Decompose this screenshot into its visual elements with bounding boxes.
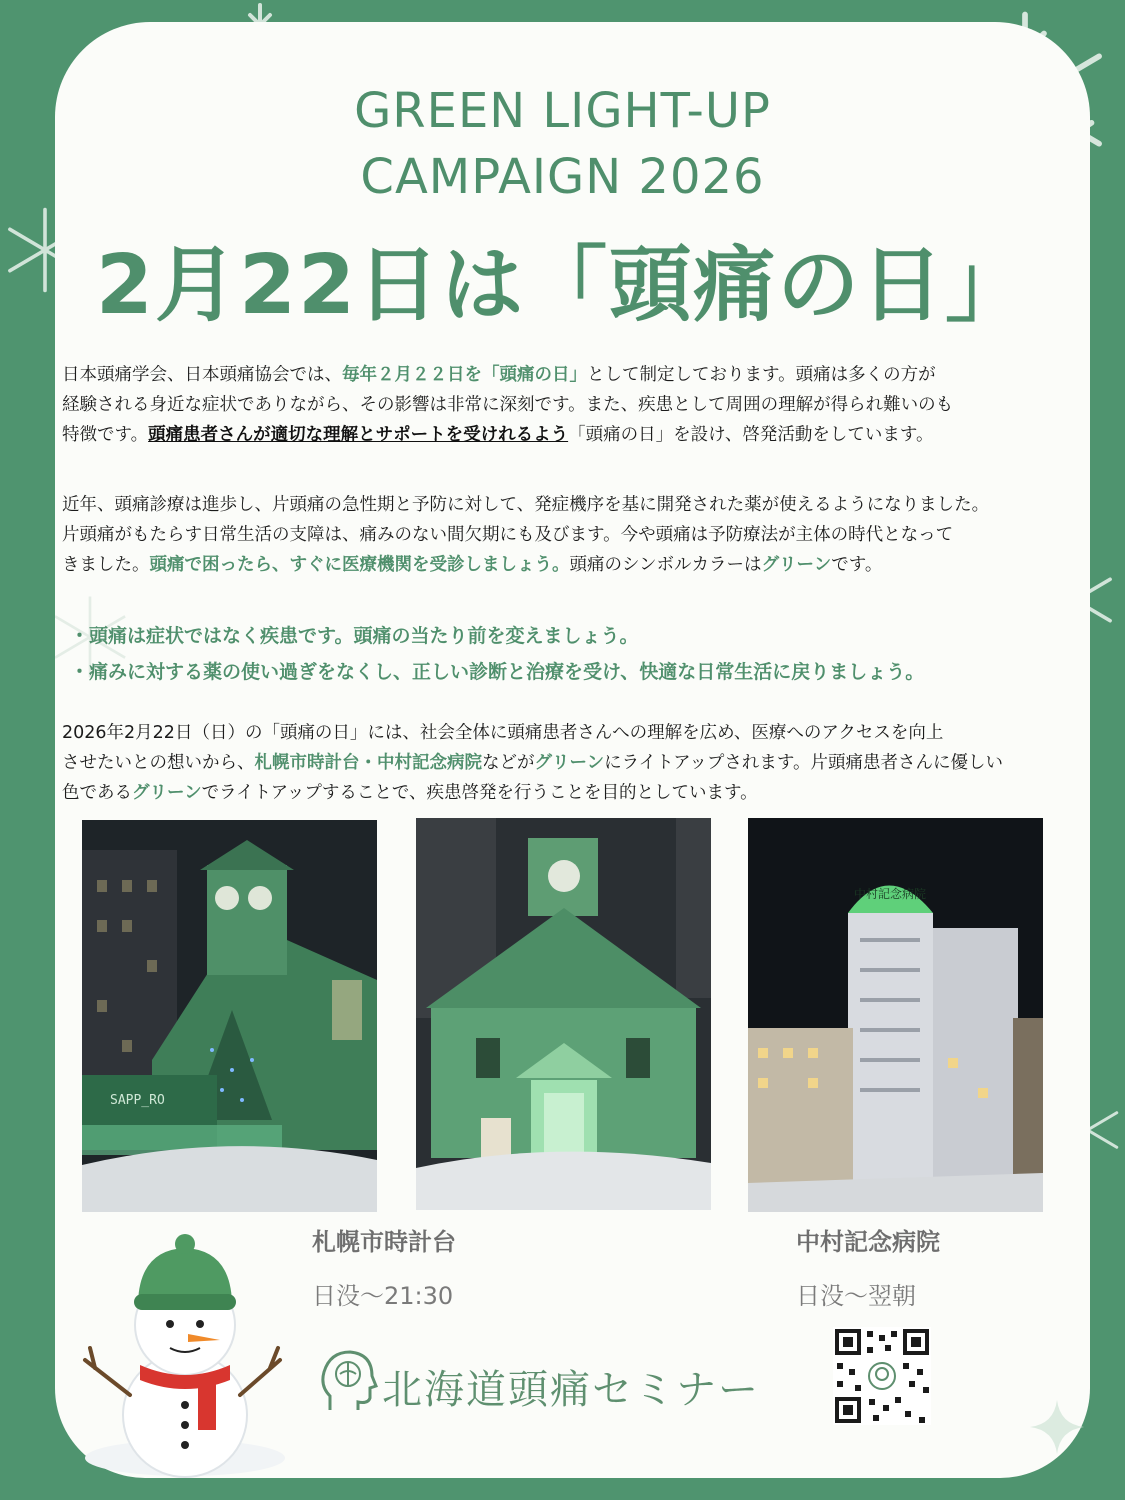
clock-tower-photo-1 [82, 820, 377, 1212]
intro-text: として制定しております。頭痛は多くの方が [587, 365, 936, 385]
intro-paragraph [62, 360, 1072, 450]
campaign-title-line2: CAMPAIGN 2026 [360, 149, 765, 205]
hospital-sign-text: 中村記念病院 [853, 887, 927, 901]
venue-name-clocktower: 札幌市時計台 [312, 1228, 456, 1256]
venue-time-hospital: 日没～翌朝 [796, 1282, 916, 1310]
venue-highlight: 札幌市時計台・中村記念病院 [254, 753, 482, 773]
sapporo-sign-text: SAPP_RO [110, 1093, 165, 1108]
event-text: にライトアップされます。片頭痛患者さんに優しい [604, 753, 1003, 773]
event-paragraph [62, 718, 1072, 808]
green-word: グリーン [534, 753, 605, 773]
intro-underline: 頭痛患者さんが適切な理解とサポートを受けれるよう [148, 425, 569, 445]
sparkle-icon [1030, 1400, 1084, 1454]
intro-text: 特徴です。 [62, 425, 149, 445]
event-text: などが [482, 753, 535, 773]
headline: 2月22日は「頭痛の日」 [95, 238, 1030, 333]
event-text: 色である [62, 783, 132, 803]
body-text: 片頭痛がもたらす日常生活の支障は、痛みのない間欠期にも及びます。今や頭痛は予防療法が主体の時代となって [62, 525, 954, 545]
body-text: です。 [831, 555, 883, 575]
body-text: きました。 [62, 555, 150, 575]
qr-code[interactable] [833, 1327, 931, 1425]
organization-name: 北海道頭痛セミナー [382, 1367, 760, 1413]
body-text: 近年、頭痛診療は進歩し、片頭痛の急性期と予防に対して、発症機序を基に開発された薬が使えるようになりました。 [62, 495, 990, 515]
body-paragraph [62, 490, 1072, 580]
event-text: させたいとの想いから、 [62, 753, 255, 773]
head-brain-icon [318, 1346, 378, 1414]
event-text: でライトアップすることで、疾患啓発を行うことを目的としています。 [201, 783, 758, 803]
green-word: グリーン [132, 783, 202, 803]
venue-name-hospital: 中村記念病院 [796, 1228, 940, 1256]
snowman-illustration [70, 1220, 290, 1480]
campaign-title-line1: GREEN LIGHT-UP [354, 83, 771, 139]
bullet-item: ・頭痛は症状ではなく疾患です。頭痛の当たり前を変えましょう。 [70, 625, 639, 647]
intro-highlight: 毎年２月２２日を「頭痛の日」 [342, 365, 587, 385]
hospital-photo [748, 818, 1043, 1212]
clock-tower-photo-2 [416, 818, 711, 1210]
body-text: 頭痛のシンボルカラーは [569, 555, 762, 575]
key-messages [70, 618, 1070, 690]
body-highlight: 頭痛で困ったら、すぐに医療機関を受診しましょう。 [149, 555, 570, 575]
green-word: グリーン [761, 555, 832, 575]
intro-text: 「頭痛の日」を設け、啓発活動をしています。 [568, 425, 934, 445]
bullet-item: ・痛みに対する薬の使い過ぎをなくし、正しい診断と治療を受け、快適な日常生活に戻りましょう。 [70, 661, 925, 683]
venue-time-clocktower: 日没～21:30 [312, 1282, 454, 1310]
event-text: 2026年2月22日（日）の「頭痛の日」には、社会全体に頭痛患者さんへの理解を広め、医療へのアクセスを向上 [62, 723, 944, 743]
intro-text: 日本頭痛学会、日本頭痛協会では、 [62, 365, 342, 385]
intro-text: 経験される身近な症状でありながら、その影響は非常に深刻です。また、疾患として周囲の理解が得られ難いのも [62, 395, 954, 415]
